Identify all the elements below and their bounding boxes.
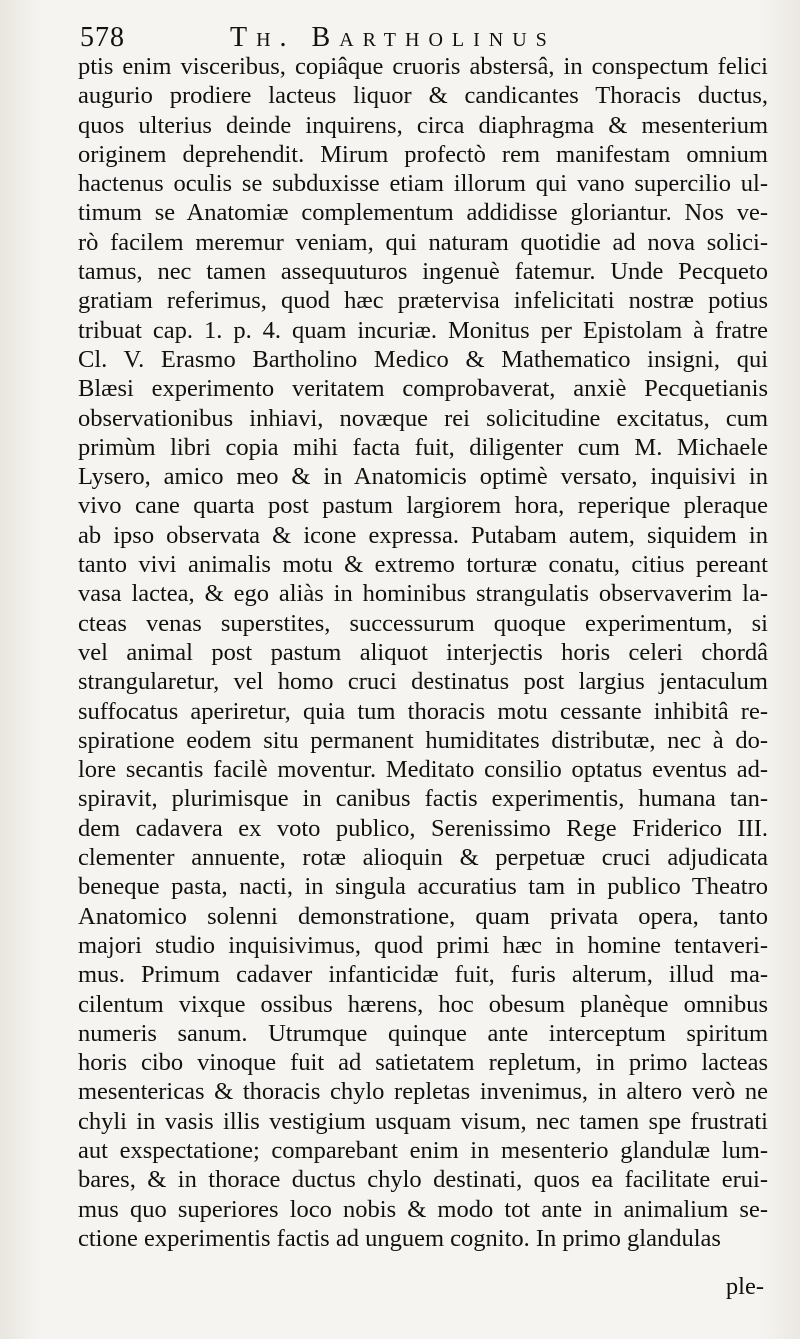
text-line: mus. Primum cadaver infanticidæ fuit, furis alterum, illud ma- <box>78 961 768 989</box>
text-line: suffocatus aperiretur, quia tum thoracis motu cessante inhibitâ re- <box>78 697 768 725</box>
text-line: vel animal post pastum aliquot interjectis horis celeri chordâ <box>78 638 768 666</box>
running-title: Th. Bartholinus <box>230 22 556 53</box>
text-line: horis cibo vinoque fuit ad satietatem repletum, in primo lacteas <box>78 1049 768 1077</box>
catchword: ple- <box>725 1273 764 1300</box>
page-number: 578 <box>80 22 125 53</box>
text-line: dem cadavera ex voto publico, Serenissimo Rege Friderico III. <box>78 814 768 842</box>
text-line: numeris sanum. Utrumque quinque ante interceptum spiritum <box>78 1019 768 1047</box>
text-line: vivo cane quarta post pastum largiorem hora, reperique pleraque <box>78 492 768 520</box>
text-line: mus quo superiores loco nobis & modo tot ante in animalium se- <box>78 1195 768 1223</box>
text-line: chyli in vasis illis vestigium usquam visum, nec tamen spe frustrati <box>78 1107 768 1135</box>
text-line: tamus, nec tamen assequuturos ingenuè fatemur. Unde Pecqueto <box>78 258 768 286</box>
text-line: mesentericas & thoracis chylo repletas invenimus, in altero verò ne <box>78 1078 768 1106</box>
text-line: Cl. V. Erasmo Bartholino Medico & Mathematico insigni, qui <box>78 345 768 373</box>
text-line: tribuat cap. 1. p. 4. quam incuriæ. Monitus per Epistolam à fratre <box>78 316 768 344</box>
text-line: aut exspectatione; comparebant enim in mesenterio glandulæ lum- <box>78 1136 768 1164</box>
text-line: observationibus inhiavi, novæque rei solicitudine excitatus, cum <box>78 404 768 432</box>
text-line: ptis enim visceribus, copiâque cruoris abstersâ, in conspectum felici <box>78 53 768 80</box>
text-line: ab ipso observata & icone expressa. Putabam autem, siquidem in <box>78 521 768 549</box>
text-line: spiratione eodem situ permanent humiditates distributæ, nec à do- <box>78 726 768 754</box>
text-line: spiravit, plurimisque in canibus factis experimentis, humana tan- <box>78 785 768 813</box>
text-line: clementer annuente, rotæ alioquin & perpetuæ cruci adjudicata <box>78 844 768 872</box>
text-line: tanto vivi animalis motu & extremo torturæ conatu, citius pereant <box>78 551 768 579</box>
text-line: originem deprehendit. Mirum profectò rem manifestam omnium <box>78 140 768 168</box>
text-line: cilentum vixque ossibus hærens, hoc obesum planèque omnibus <box>78 990 768 1018</box>
text-line: vasa lactea, & ego aliàs in hominibus strangulatis observaverim la- <box>78 580 768 608</box>
text-line: hactenus oculis se subduxisse etiam illorum qui vano supercilio ul- <box>78 170 768 198</box>
text-line: ctione experimentis factis ad unguem cognito. In primo glandulas <box>78 1224 721 1252</box>
text-line: rò facilem meremur veniam, qui naturam quotidie ad nova solici- <box>78 228 768 256</box>
text-line: strangularetur, vel homo cruci destinatus post largius jentaculum <box>78 668 768 696</box>
text-line: lore secantis facilè moventur. Meditato consilio optatus eventus ad- <box>78 756 768 784</box>
text-line: bares, & in thorace ductus chylo destinati, quos ea facilitate erui- <box>78 1166 768 1194</box>
text-line: timum se Anatomiæ complementum addidisse gloriantur. Nos ve- <box>78 199 768 227</box>
text-line: cteas venas superstites, successurum quoque experimentum, si <box>78 609 768 637</box>
text-line: Blæsi experimento veritatem comprobaverat, anxiè Pecquetianis <box>78 375 768 403</box>
text-line: beneque pasta, nacti, in singula accuratius tam in publico Theatro <box>78 873 768 901</box>
text-line: Lysero, amico meo & in Anatomicis optimè versato, inquisivi in <box>78 463 768 491</box>
text-line: primùm libri copia mihi facta fuit, diligenter cum M. Michaele <box>78 433 768 461</box>
text-line: Anatomico solenni demonstratione, quam privata opera, tanto <box>78 902 768 930</box>
text-line: quos ulterius deinde inquirens, circa diaphragma & mesenterium <box>78 111 768 139</box>
text-line: majori studio inquisivimus, quod primi hæc in homine tentaveri- <box>78 931 768 959</box>
text-line: gratiam referimus, quod hæc prætervisa infelicitati nostræ potius <box>78 287 768 315</box>
text-line: augurio prodiere lacteus liquor & candicantes Thoracis ductus, <box>78 82 768 110</box>
body-text <box>78 52 768 1253</box>
